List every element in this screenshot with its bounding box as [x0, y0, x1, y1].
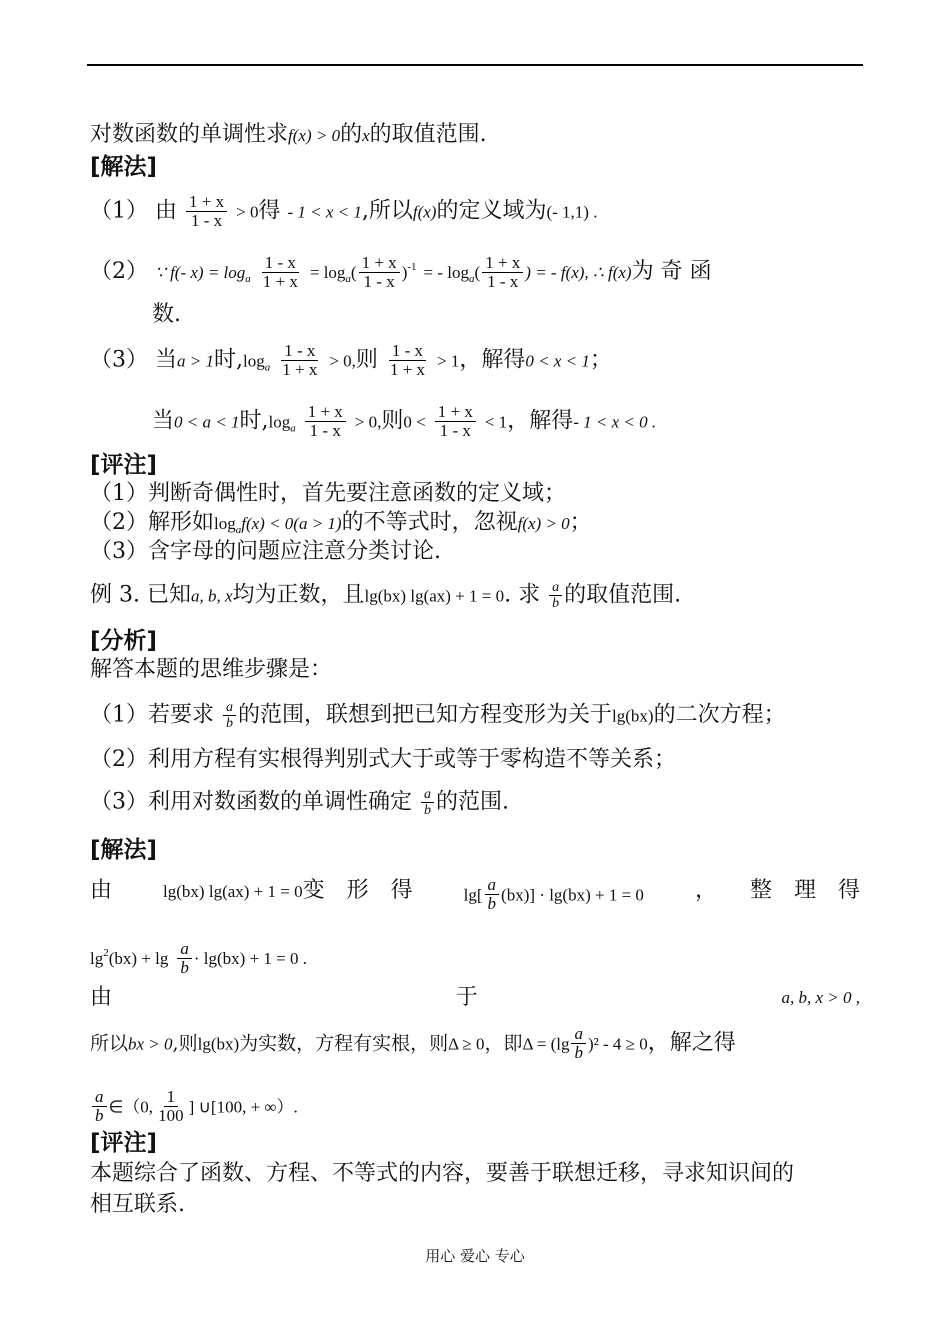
text: 时, — [239, 408, 269, 434]
solution-4 — [90, 1025, 736, 1062]
numerator: a — [571, 1025, 586, 1044]
fraction — [387, 342, 428, 379]
denominator: b — [487, 894, 497, 913]
numerator: 1 + x — [482, 254, 523, 273]
math: lg(bx) — [197, 1034, 240, 1054]
math: (- 1,1) . — [546, 202, 598, 222]
math: a — [290, 422, 296, 435]
text: 时, — [214, 347, 243, 373]
math: Δ = (lg — [522, 1034, 570, 1054]
text: 的范围，联想到把已知方程变形为关于 — [238, 702, 613, 728]
numerator: 1 - x — [389, 342, 426, 361]
step-3b — [152, 403, 656, 444]
numerator: a — [421, 787, 434, 803]
math: 0 < a < 1 — [174, 412, 240, 432]
numerator: a — [485, 876, 500, 895]
solution-1 — [90, 876, 860, 913]
math: f(x) — [412, 202, 437, 222]
denominator: b — [95, 1106, 104, 1125]
denominator: 1 - x — [363, 271, 395, 291]
solution-answer — [90, 1088, 298, 1125]
math: a — [245, 273, 251, 285]
text: （3）利用对数函数的单调性确定 — [90, 789, 412, 815]
math: lg(bx) lg(ax) + 1 = 0 — [163, 882, 303, 901]
fraction — [435, 403, 476, 440]
denominator: 1 + x — [389, 360, 426, 379]
text: 当 — [152, 408, 175, 434]
denominator: 1 + x — [282, 360, 318, 379]
text: 的定义域为 — [436, 198, 547, 224]
text: 为 奇 函 — [631, 259, 712, 284]
analysis-intro: 解答本题的思维步骤是： — [90, 657, 333, 682]
math: a — [469, 273, 475, 285]
math: 2 — [103, 947, 109, 959]
heading-pingzhu: [评注] — [90, 452, 158, 478]
text: ； — [569, 510, 592, 535]
math: ] ∪[100, + ∞）. — [188, 1097, 298, 1117]
analysis-1 — [90, 700, 786, 732]
denominator: 1 - x — [439, 421, 471, 440]
text: ，解之得 — [647, 1030, 736, 1056]
math: (bx)] · lg(bx) + 1 = 0 — [501, 885, 644, 905]
text: ,则 — [172, 1032, 198, 1055]
step-3 — [90, 342, 612, 383]
fraction — [186, 193, 227, 230]
math: ∵ f(- x) = log — [155, 263, 246, 282]
fraction — [359, 254, 400, 291]
numerator: 1 + x — [305, 403, 346, 422]
math: > 0, — [354, 412, 382, 432]
text: 的二次方程； — [653, 702, 786, 728]
math: ) = - f(x), ∴ f(x) — [525, 263, 632, 282]
math: f(x) > 0 — [288, 126, 341, 145]
intro-line — [90, 120, 487, 151]
math: lg — [90, 949, 104, 968]
math: x — [362, 126, 370, 145]
text: 的取值范围. — [369, 122, 487, 147]
fraction — [421, 787, 434, 818]
heading-fenxi: [分析] — [90, 628, 158, 654]
math: > 0, — [329, 351, 356, 371]
denominator: b — [180, 957, 189, 977]
text: 均为正数，且 — [232, 582, 365, 608]
numerator: a — [223, 700, 236, 716]
label: （3） — [90, 347, 148, 373]
math: lg[ — [463, 885, 483, 905]
step-2: （2） ∵ f(- $x) = \log_a$ $\frac{1 - x}{1 + x}$ = $\log_a$( $\frac{1 + x}{1 - x}$ )$^{-1}$ = - $\log_a$( $\frac{1 + x}{1 - x}$ ) = - f(x), ∴ f(x)为 奇 函 — [90, 252, 712, 291]
text: ,所以 — [361, 198, 413, 224]
numerator: 1 + x — [186, 193, 227, 212]
fraction — [177, 940, 192, 977]
text: 对数函数的单调性求 — [90, 122, 289, 147]
text: 的取值范围. — [564, 582, 682, 608]
text: （2）解形如 — [90, 510, 214, 535]
fraction — [155, 1088, 187, 1125]
text: ； — [589, 347, 612, 373]
math: - 1 < x < 0 . — [573, 412, 657, 432]
math: a, b, x > 0 , — [781, 988, 860, 1007]
math: a, b, x — [190, 586, 233, 606]
text: 由 — [90, 985, 113, 1010]
solution-2 — [90, 938, 307, 977]
text: 变 形 得 — [302, 878, 413, 903]
text: 则 — [355, 347, 378, 373]
comment-line-1: 本题综合了函数、方程、不等式的内容，要善于联想迁移，寻求知识间的 — [90, 1161, 795, 1186]
note-3: （3）含字母的问题应注意分类讨论. — [90, 539, 441, 564]
math: a — [264, 361, 271, 374]
text: 则 — [381, 408, 404, 434]
denominator: 1 - x — [309, 421, 341, 440]
math: > 1 — [437, 351, 460, 371]
math: log — [214, 514, 236, 533]
math: )² - 4 ≥ 0 — [587, 1034, 648, 1054]
denominator: 1 - x — [190, 211, 223, 230]
math: a > 1 — [177, 351, 214, 371]
text: ，解得 — [507, 408, 574, 434]
text: 当 — [155, 347, 178, 373]
step-1 — [90, 193, 597, 230]
text: ， 整 理 得 — [694, 878, 860, 903]
fraction — [279, 342, 320, 379]
text: 于 — [455, 985, 478, 1010]
text: 例 3. 已知 — [90, 582, 191, 608]
text: 所以 — [90, 1032, 129, 1055]
math: a — [235, 524, 242, 536]
math: Δ ≥ 0 — [448, 1034, 485, 1054]
numerator: 1 + x — [435, 403, 476, 422]
math: > 0 — [236, 202, 259, 222]
text: 由 — [90, 878, 113, 903]
fraction — [92, 1088, 107, 1125]
fraction — [305, 403, 346, 440]
text: 的不等式时，忽视 — [341, 510, 518, 535]
math: 0 < — [403, 412, 426, 432]
math: -1 — [407, 261, 417, 273]
numerator: a — [177, 940, 192, 959]
heading-jiefa: [解法] — [90, 154, 158, 180]
denominator: b — [424, 803, 431, 818]
numerator: 1 + x — [359, 254, 400, 273]
math: lg(bx) lg(ax) + 1 = 0 — [364, 586, 505, 606]
fraction — [549, 580, 562, 611]
math: f(x) > 0 — [517, 514, 570, 533]
numerator: 1 — [164, 1088, 179, 1107]
step-2-cont: 数. — [152, 302, 181, 327]
header-rule — [87, 64, 863, 66]
text: 为实数，方程有实根，则 — [239, 1032, 449, 1055]
math: < 1 — [484, 412, 508, 432]
math: a — [345, 273, 351, 285]
text: ，即 — [484, 1032, 523, 1055]
fraction — [260, 254, 301, 291]
text: 得 — [258, 198, 281, 224]
denominator: 1 + x — [262, 271, 298, 291]
math: bx > 0 — [128, 1034, 173, 1054]
text: 的范围. — [436, 789, 509, 815]
note-1: （1）判断奇偶性时，首先要注意函数的定义域； — [90, 481, 566, 506]
comment-line-2: 相互联系. — [90, 1192, 185, 1217]
fraction — [482, 254, 523, 291]
analysis-3 — [90, 787, 509, 818]
fraction — [571, 1025, 586, 1062]
text: （1）若要求 — [90, 702, 214, 728]
denominator: b — [552, 596, 560, 611]
math: log — [243, 351, 265, 371]
fraction — [223, 700, 236, 731]
math: ∈（0, — [108, 1097, 154, 1117]
math: (bx) + lg — [108, 949, 169, 968]
numerator: a — [92, 1088, 107, 1107]
heading-pingzhu-2: [评注] — [90, 1130, 158, 1156]
math: 0 < x < 1 — [525, 351, 590, 371]
text: . 求 — [504, 582, 541, 608]
math: = - log — [423, 263, 470, 282]
numerator: 1 - x — [262, 254, 299, 273]
example-3 — [90, 580, 681, 612]
denominator: 100 — [158, 1106, 184, 1125]
math: f(x) < 0(a > 1) — [241, 514, 342, 533]
math: = log — [309, 263, 346, 282]
analysis-2: （2）利用方程有实根得判别式大于或等于零构造不等关系； — [90, 747, 676, 772]
denominator: 1 - x — [487, 271, 519, 291]
label: （1） — [90, 198, 148, 224]
text: 的 — [340, 122, 363, 147]
numerator: a — [549, 580, 562, 596]
denominator: b — [226, 716, 233, 731]
math: log — [268, 412, 291, 432]
math: · lg(bx) + 1 = 0 . — [193, 949, 308, 968]
fraction — [485, 876, 500, 913]
page-footer: 用心 爱心 专心 — [425, 1247, 525, 1265]
denominator: b — [574, 1043, 583, 1062]
text: 由 — [155, 198, 178, 224]
solution-3 — [90, 983, 860, 1013]
math: - 1 < x < 1 — [287, 202, 362, 222]
text: ，解得 — [459, 347, 526, 373]
numerator: 1 - x — [281, 342, 318, 361]
label: （2） — [90, 259, 148, 284]
heading-jiefa-2: [解法] — [90, 837, 158, 863]
math: lg(bx) — [612, 706, 654, 726]
